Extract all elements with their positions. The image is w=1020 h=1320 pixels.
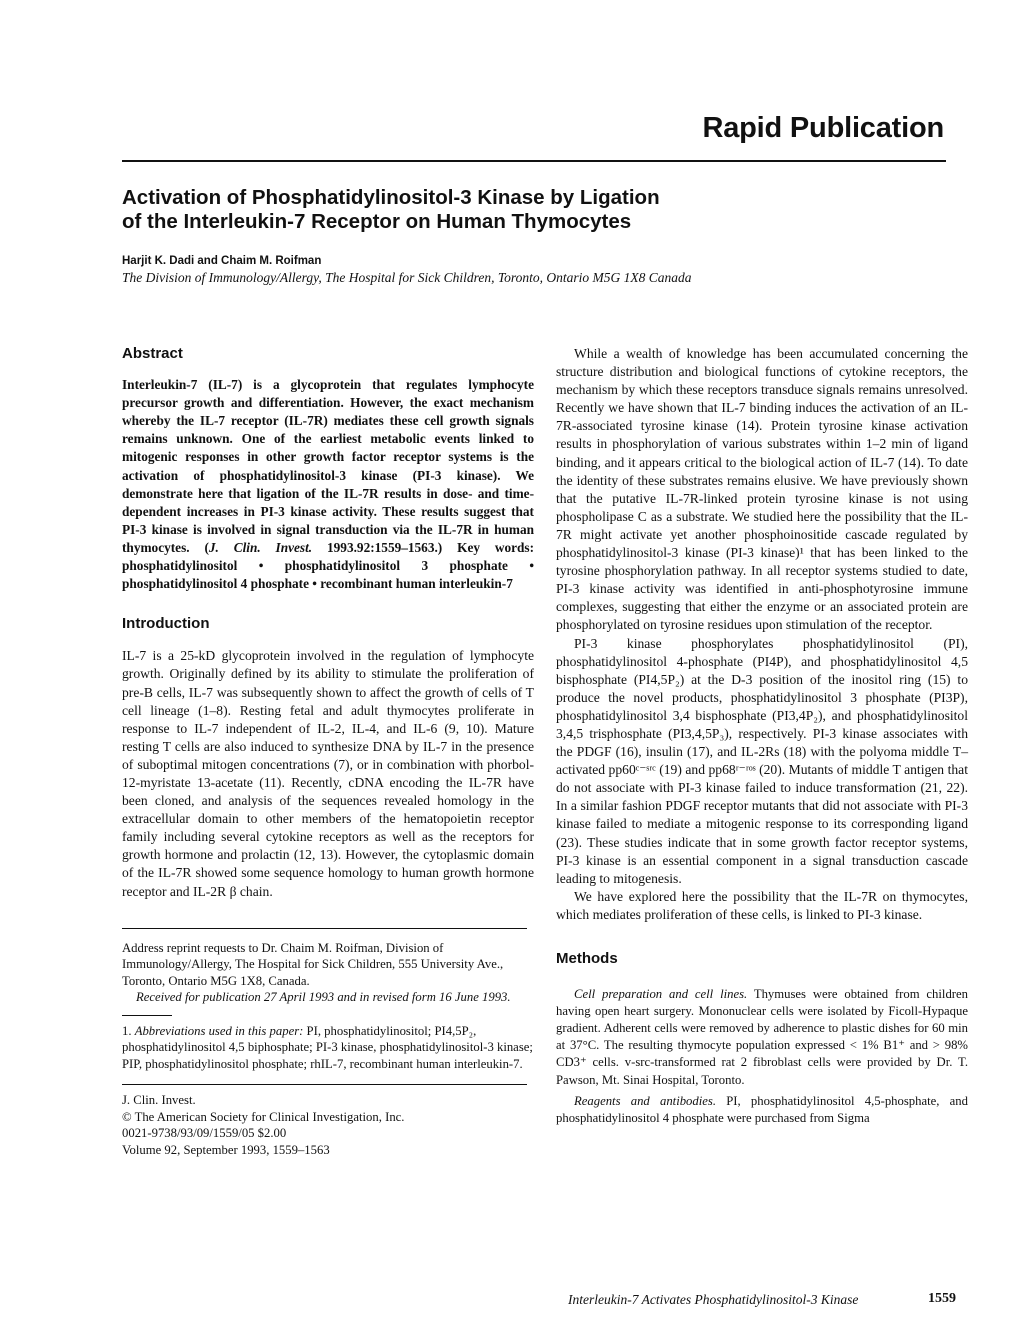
- journal-info: [122, 1092, 534, 1158]
- methods-heading: Methods: [556, 950, 618, 967]
- introduction-heading: Introduction: [122, 615, 210, 633]
- intro-paragraph-4: We have explored here the possibility that the IL-7R on thymocytes, which mediates proliferation of these cells, is linked to PI-3 kinase.: [556, 888, 968, 922]
- volume: Volume 92, September 1993, 1559–1563: [122, 1142, 330, 1157]
- left-column: [122, 345, 534, 1158]
- title-line-1: Activation of Phosphatidylinositol-3 Kinase by Ligation: [122, 186, 660, 209]
- footnote-rule: [122, 928, 527, 929]
- page-number: 1559: [928, 1291, 956, 1306]
- citation-suffix: 1993.92:1559–1563.): [312, 539, 443, 555]
- right-column: [556, 345, 968, 1127]
- abbrev-rule: [122, 1015, 172, 1016]
- intro-paragraph-3: PI-3 kinase phosphorylates phosphatidylinositol (PI), phosphatidylinositol 4-phosphate (PI4P), and phosphatidylinositol 4,5 bisphosphate (PI4,5P₂) at the D-3 position of the inositol ring (15) to produce the novel products, phosphatidylinositol 3 phosphate (PI3P), phosphatidylinositol 3,4 bisphosphate (PI3,4P₂), and phosphatidylinositol 3,4,5 trisphosphate (PI3,4,5P₃), respectively. PI-3 kinase associates with the PDGF (16), insulin (17), and IL-2Rs (18) with the polyoma middle T–activated pp60ᶜ⁻ˢʳᶜ (19) and pp68ʳ⁻ʳᵒˢ (20). Mutants of middle T antigen that do not associate with PI-3 kinase failed to induce transformation (21, 22). In a similar fashion PDGF receptor mutants that did not associate with PI-3 kinase failed to mediate a mitogenic response to its corresponding ligand (23). These studies indicate that in some growth factor receptor systems, PI-3 kinase is an essential component in a signal transduction cascade leading to mitogenesis.: [556, 635, 968, 886]
- methods-p1-label: Cell preparation and cell lines.: [574, 987, 748, 1002]
- received-note: Received for publication 27 April 1993 and in revised form 16 June 1993.: [136, 990, 511, 1005]
- keywords: Key words: phosphatidylinositol • phosphatidylinositol 3 phosphate • phosphatidylinositol 4 phosphate • recombinant human interleukin-7: [122, 539, 534, 592]
- abbrev-text: PI, phosphatidylinositol; PI4,5P₂, phosphatidylinositol 4,5 biphosphate; PI-3 kinase, phosphatidylinositol-3 kinase; PIP, phosphatidylinositol phosphate; rhIL-7, recombinant human interleukin-7.: [122, 1023, 533, 1071]
- methods-p2-label: Reagents and antibodies.: [574, 1093, 717, 1108]
- methods-paragraph-2: [556, 1093, 968, 1127]
- methods-p2-text: PI, phosphatidylinositol 4,5-phosphate, and phosphatidylinositol 4 phosphate were purchased from Sigma: [556, 1093, 968, 1125]
- methods-p1-text: Thymuses were obtained from children having open heart surgery. Mononuclear cells were isolated by Ficoll-Hypaque gradient. Adherent cells were removed by adherence to plastic dishes for 60 min at 37°C. The resulting thymocyte population expressed < 1% B1⁺ and > 98% CD3⁺ cells. v-src-transformed rat 2 fibroblast cells were provided by Dr. T. Pawson, Mt. Sinai Hospital, Toronto.: [556, 987, 968, 1087]
- section-label: Rapid Publication: [702, 112, 944, 144]
- reprint-note: Address reprint requests to Dr. Chaim M. Roifman, Division of Immunology/Allergy, The Hospital for Sick Children, 555 University Ave., Toronto, Ontario M5G 1X8, Canada.: [122, 940, 504, 988]
- title-line-2: of the Interleukin-7 Receptor on Human Thymocytes: [122, 210, 632, 233]
- abbreviations-footnote: [122, 1023, 534, 1073]
- article-title: [122, 186, 762, 234]
- abstract-text: [122, 376, 534, 593]
- citation-journal: J. Clin. Invest.: [208, 539, 313, 555]
- authors: Harjit K. Dadi and Chaim M. Roifman: [122, 255, 322, 267]
- copyright: © The American Society for Clinical Investigation, Inc.: [122, 1109, 405, 1124]
- affiliation: The Division of Immunology/Allergy, The Hospital for Sick Children, Toronto, Ontario M5G 1X8 Canada: [122, 270, 692, 285]
- methods-paragraph-1: [556, 986, 968, 1089]
- abbrev-label: Abbreviations used in this paper:: [134, 1023, 304, 1038]
- citation-prefix: (: [204, 539, 209, 555]
- issn: 0021-9738/93/09/1559/05 $2.00: [122, 1126, 287, 1141]
- top-rule: [122, 160, 946, 162]
- abstract-heading: Abstract: [122, 345, 183, 362]
- journal-info-rule: [122, 1084, 527, 1085]
- journal-name: J. Clin. Invest.: [122, 1093, 196, 1108]
- intro-paragraph-2: While a wealth of knowledge has been accumulated concerning the structure distribution and biological functions of cytokine receptors, the mechanism by which these receptors transduce signals remains unresolved. Recently we have shown that IL-7 binding induces the activation of an IL-7R-associated tyrosine kinase (14). Protein tyrosine kinase activation results in phosphorylation of various substrates within 1–2 min of ligand binding, and it appears critical to the biological action of IL-7 (14). To date the identity of these substrates remains elusive. We have previously shown that the putative IL-7R-linked protein tyrosine kinase is not using phospholipase C as a substrate. We studied here the possibility that the IL-7R might activate yet another phosphoinositide cascade regulated by phosphatidylinositol-3 kinase (PI-3 kinase)¹ that has been linked to the tyrosine phosphorylation pathway. In all receptor systems studied to date, PI-3 kinase activity was identified in anti-phosphotyrosine immune complexes, suggesting that either the enzyme or an associated protein are phosphorylated on tyrosine residues upon stimulation of the receptor.: [556, 346, 968, 633]
- abbrev-number: 1.: [122, 1023, 135, 1038]
- abstract-body: Interleukin-7 (IL-7) is a glycoprotein that regulates lymphocyte precursor growth and differentiation. However, the exact mechanism whereby the IL-7 receptor (IL-7R) mediates these cell growth signals remains unknown. One of the earliest metabolic events linked to mitogenic responses in other growth factor receptor systems is the activation of phosphatidylinositol-3 kinase (PI-3 kinase). We demonstrate here that ligation of the IL-7R results in dose- and time-dependent increases in PI-3 kinase activity. These results suggest that PI-3 kinase is involved in signal transduction via the IL-7R in human thymocytes.: [122, 377, 534, 555]
- running-title: Interleukin-7 Activates Phosphatidylinositol-3 Kinase: [568, 1292, 859, 1307]
- intro-paragraph-1: IL-7 is a 25-kD glycoprotein involved in the regulation of lymphocyte growth. Originally defined by its ability to stimulate the proliferation of pre-B cells, IL-7 was subsequently shown to affect the growth of cells of T cell lineage (1–8). Resting fetal and adult thymocytes proliferate in response to IL-7 independent of IL-2, IL-4, and IL-6 (9, 10). Mature resting T cells are also induced to synthesize DNA by IL-7 in the presence of suboptimal mitogen concentrations (7), or in combination with phorbol-12-myristate 13-acetate (11). Recently, cDNA encoding the IL-7R have been cloned, and analysis of the sequences revealed homology in the extracellular domain to other members of the hematopoietin receptor family including several cytokine receptors as well as the receptors for growth hormone and prolactin (12, 13). However, the cytoplasmic domain of the IL-7R showed some sequence homology to human growth hormone receptor and IL-2R β chain.: [122, 648, 534, 899]
